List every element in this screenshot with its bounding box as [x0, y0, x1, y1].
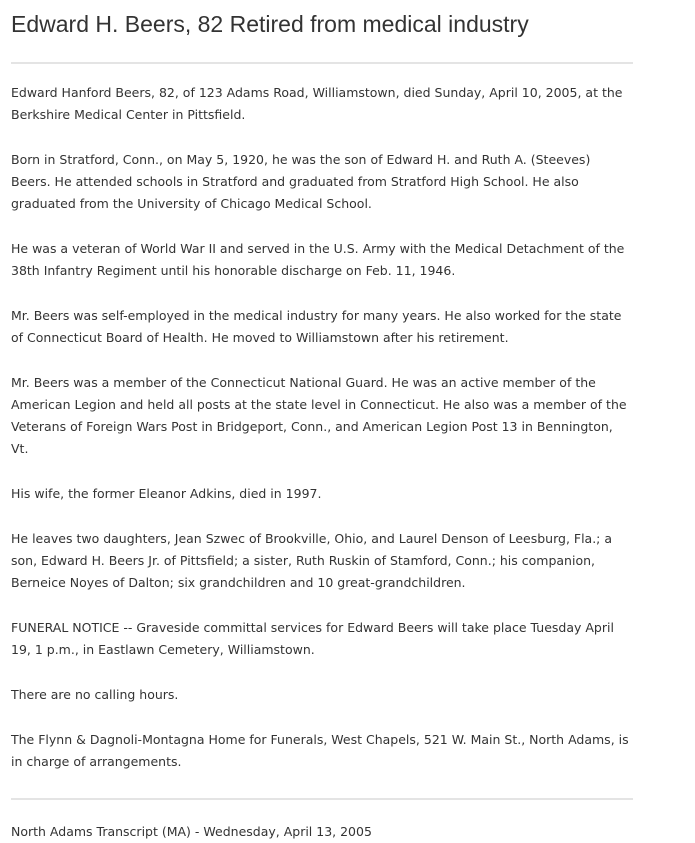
top-divider	[11, 62, 633, 64]
bottom-divider	[11, 798, 633, 800]
paragraph-10: The Flynn & Dagnoli-Montagna Home for Funerals, West Chapels, 521 W. Main St., North Adams, is in charge of arrangements.	[11, 732, 629, 769]
paragraph-7: He leaves two daughters, Jean Szwec of Brookville, Ohio, and Laurel Denson of Leesburg, Fla.; a son, Edward H. Beers Jr. of Pittsfield; a sister, Ruth Ruskin of Stamford, Conn.; his companion, Berneice Noyes of Dalton; six grandchildren and 10 great-grandchildren.	[11, 531, 613, 590]
page-title: Edward H. Beers, 82 Retired from medical industry	[11, 11, 529, 37]
paragraph-6: His wife, the former Eleanor Adkins, died in 1997.	[11, 486, 322, 501]
source-line: North Adams Transcript (MA) - Wednesday, April 13, 2005	[11, 824, 372, 839]
paragraph-8: FUNERAL NOTICE -- Graveside committal services for Edward Beers will take place Tuesday April 19, 1 p.m., in Eastlawn Cemetery, Williamstown.	[11, 620, 614, 657]
paragraph-5: Mr. Beers was a member of the Connecticut National Guard. He was an active member of the American Legion and held all posts at the state level in Connecticut. He also was a member of the Veterans of Foreign Wars Post in Bridgeport, Conn., and American Legion Post 13 in Bennington, Vt.	[11, 375, 627, 456]
obituary-article	[11, 0, 633, 843]
paragraph-1: Edward Hanford Beers, 82, of 123 Adams Road, Williamstown, died Sunday, April 10, 2005, at the Berkshire Medical Center in Pittsfield.	[11, 85, 623, 122]
article-body	[11, 82, 633, 773]
paragraph-2: Born in Stratford, Conn., on May 5, 1920, he was the son of Edward H. and Ruth A. (Steeves) Beers. He attended schools in Stratford and graduated from Stratford High School. He also graduated from the University of Chicago Medical School.	[11, 152, 591, 211]
paragraph-9: There are no calling hours.	[11, 687, 179, 702]
paragraph-4: Mr. Beers was self-employed in the medical industry for many years. He also worked for the state of Connecticut Board of Health. He moved to Williamstown after his retirement.	[11, 308, 622, 345]
paragraph-3: He was a veteran of World War II and served in the U.S. Army with the Medical Detachment of the 38th Infantry Regiment until his honorable discharge on Feb. 11, 1946.	[11, 241, 625, 278]
